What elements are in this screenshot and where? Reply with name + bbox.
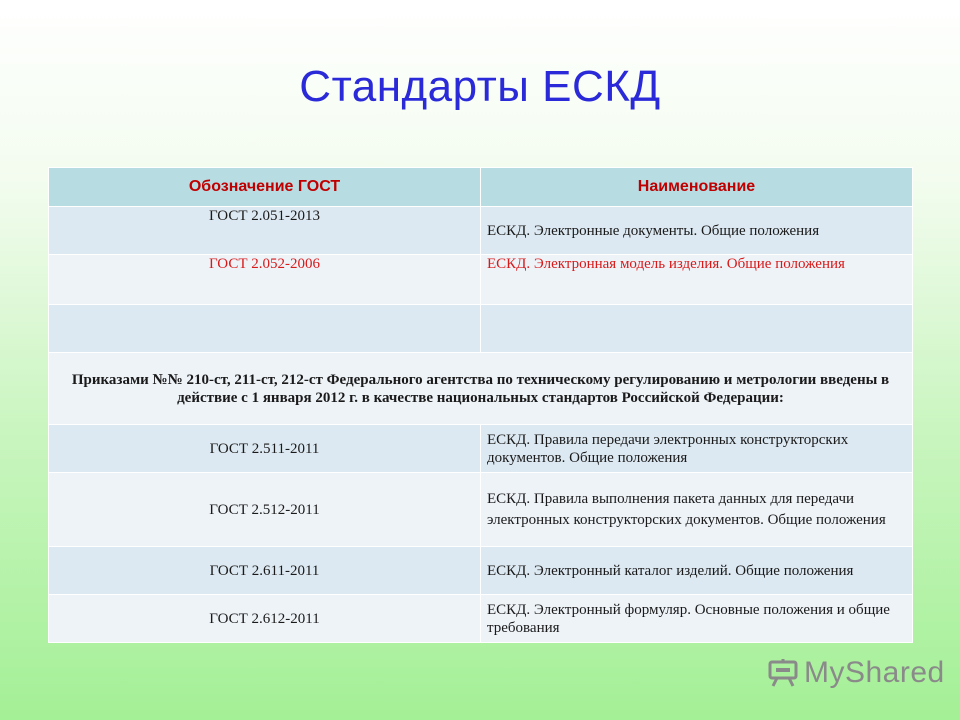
slide-title: Стандарты ЕСКД bbox=[299, 62, 661, 111]
watermark-text: MyShared bbox=[804, 656, 945, 689]
presentation-board-icon bbox=[768, 659, 798, 687]
table-row bbox=[49, 425, 913, 473]
gost-code bbox=[49, 305, 481, 353]
gost-code: ГОСТ 2.511-2011 bbox=[49, 425, 481, 473]
table-row bbox=[49, 207, 913, 255]
gost-name: ЕСКД. Правила передачи электронных конструкторских документов. Общие положения bbox=[481, 425, 913, 473]
header-name: Наименование bbox=[481, 168, 913, 207]
header-code: Обозначение ГОСТ bbox=[49, 168, 481, 207]
gost-code: ГОСТ 2.612-2011 bbox=[49, 595, 481, 643]
gost-code: ГОСТ 2.052-2006 bbox=[49, 255, 481, 305]
table-row bbox=[49, 595, 913, 643]
order-note: Приказами №№ 210-ст, 211-ст, 212-ст Федерального агентства по техническому регулированию и метрологии введены в действие с 1 января 2012 г. в качестве национальных стандартов Российской Федерации: bbox=[49, 353, 913, 425]
gost-name: ЕСКД. Электронные документы. Общие положения bbox=[481, 207, 913, 255]
gost-name: ЕСКД. Электронный формуляр. Основные положения и общие требования bbox=[481, 595, 913, 643]
table-row-empty bbox=[49, 305, 913, 353]
myshared-logo bbox=[768, 656, 945, 690]
gost-name bbox=[481, 305, 913, 353]
gost-code: ГОСТ 2.051-2013 bbox=[49, 207, 481, 255]
table-header-row bbox=[49, 168, 913, 207]
note-row bbox=[49, 353, 913, 425]
gost-name: ЕСКД. Правила выполнения пакета данных для передачи электронных конструкторских документов. Общие положения bbox=[481, 473, 913, 547]
gost-code: ГОСТ 2.512-2011 bbox=[49, 473, 481, 547]
table-row bbox=[49, 473, 913, 547]
gost-code: ГОСТ 2.611-2011 bbox=[49, 547, 481, 595]
table-row bbox=[49, 255, 913, 305]
gost-table bbox=[48, 167, 913, 643]
gost-name: ЕСКД. Электронная модель изделия. Общие положения bbox=[481, 255, 913, 305]
table-row bbox=[49, 547, 913, 595]
gost-name: ЕСКД. Электронный каталог изделий. Общие положения bbox=[481, 547, 913, 595]
